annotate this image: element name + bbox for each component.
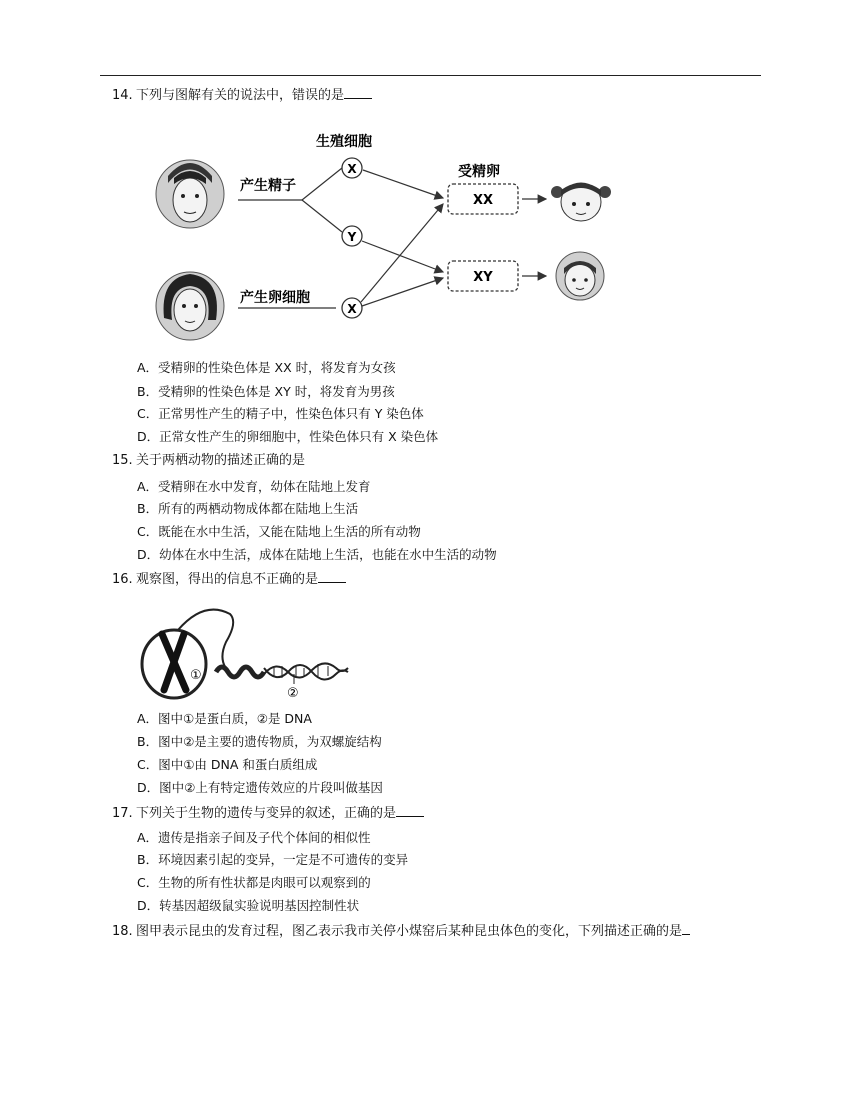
zygote-xx-label: XX xyxy=(472,193,494,208)
gamete-title: 生殖细胞 xyxy=(316,134,372,150)
question-stem: 下列与图解有关的说法中，错误的是 xyxy=(136,88,345,103)
question-17 xyxy=(112,804,424,823)
answer-blank[interactable] xyxy=(682,922,690,935)
answer-blank[interactable] xyxy=(396,804,424,817)
q16-option-a[interactable]: A．图中①是蛋白质，②是 DNA xyxy=(137,711,312,726)
question-stem: 图甲表示昆虫的发育过程，图乙表示我市关停小煤窑后某种昆虫体色的变化，下列描述正确的是 xyxy=(136,924,683,939)
label-2: ② xyxy=(287,686,299,700)
zygote-title: 受精卵 xyxy=(458,164,500,180)
q14-option-c[interactable]: C．正常男性产生的精子中，性染色体只有 Y 染色体 xyxy=(137,406,424,421)
q15-option-b[interactable]: B．所有的两栖动物成体都在陆地上生活 xyxy=(137,501,359,516)
q17-option-d[interactable]: D．转基因超级鼠实验说明基因控制性状 xyxy=(137,898,360,913)
q16-option-b[interactable]: B．图中②是主要的遗传物质，为双螺旋结构 xyxy=(137,734,382,749)
answer-blank[interactable] xyxy=(344,86,372,99)
zygote-xy-label: XY xyxy=(473,270,493,285)
chromosome-shape xyxy=(162,634,186,690)
chromosome-dna-figure xyxy=(134,602,350,700)
q14-option-b[interactable]: B．受精卵的性染色体是 XY 时，将发育为男孩 xyxy=(137,384,395,399)
question-stem: 关于两栖动物的描述正确的是 xyxy=(136,453,306,468)
question-number: 16. xyxy=(112,572,133,587)
dna-helix xyxy=(264,663,348,679)
q17-option-b[interactable]: B．环境因素引起的变异，一定是不可遗传的变异 xyxy=(137,852,409,867)
q15-option-d[interactable]: D．幼体在水中生活，成体在陆地上生活，也能在水中生活的动物 xyxy=(137,547,497,562)
question-number: 14. xyxy=(112,88,133,103)
q16-option-d[interactable]: D．图中②上有特定遗传效应的片段叫做基因 xyxy=(137,780,383,795)
q14-option-d[interactable]: D．正常女性产生的卵细胞中，性染色体只有 X 染色体 xyxy=(137,429,439,444)
sex-determination-figure xyxy=(150,128,620,346)
father-face-icon xyxy=(156,160,224,228)
question-number: 18. xyxy=(112,924,133,939)
q15-option-a[interactable]: A．受精卵在水中发育，幼体在陆地上发育 xyxy=(137,479,371,494)
father-label: 产生精子 xyxy=(240,178,296,194)
header-rule xyxy=(100,75,761,76)
q15-option-c[interactable]: C．既能在水中生活，又能在陆地上生活的所有动物 xyxy=(137,524,421,539)
boy-face-icon xyxy=(556,252,604,300)
question-18 xyxy=(112,922,690,941)
mother-face-icon xyxy=(156,272,224,340)
q14-option-a[interactable]: A．受精卵的性染色体是 XX 时，将发育为女孩 xyxy=(137,360,396,375)
question-stem: 观察图，得出的信息不正确的是 xyxy=(136,572,319,587)
question-15 xyxy=(112,452,305,470)
question-number: 17. xyxy=(112,806,133,821)
question-14 xyxy=(112,86,372,105)
gamete-x-sperm-label: X xyxy=(347,162,357,176)
q16-option-c[interactable]: C．图中①由 DNA 和蛋白质组成 xyxy=(137,757,318,772)
gamete-x-egg-label: X xyxy=(347,302,357,316)
mother-label: 产生卵细胞 xyxy=(240,290,310,306)
label-1: ① xyxy=(190,668,202,683)
question-stem: 下列关于生物的遗传与变异的叙述，正确的是 xyxy=(136,806,397,821)
q17-option-c[interactable]: C．生物的所有性状都是肉眼可以观察到的 xyxy=(137,875,371,890)
gamete-y-sperm-label: Y xyxy=(347,230,357,244)
girl-face-icon xyxy=(551,183,611,221)
q17-option-a[interactable]: A．遗传是指亲子间及子代个体间的相似性 xyxy=(137,830,371,845)
question-16 xyxy=(112,570,346,589)
answer-blank[interactable] xyxy=(318,570,346,583)
question-number: 15. xyxy=(112,453,133,468)
